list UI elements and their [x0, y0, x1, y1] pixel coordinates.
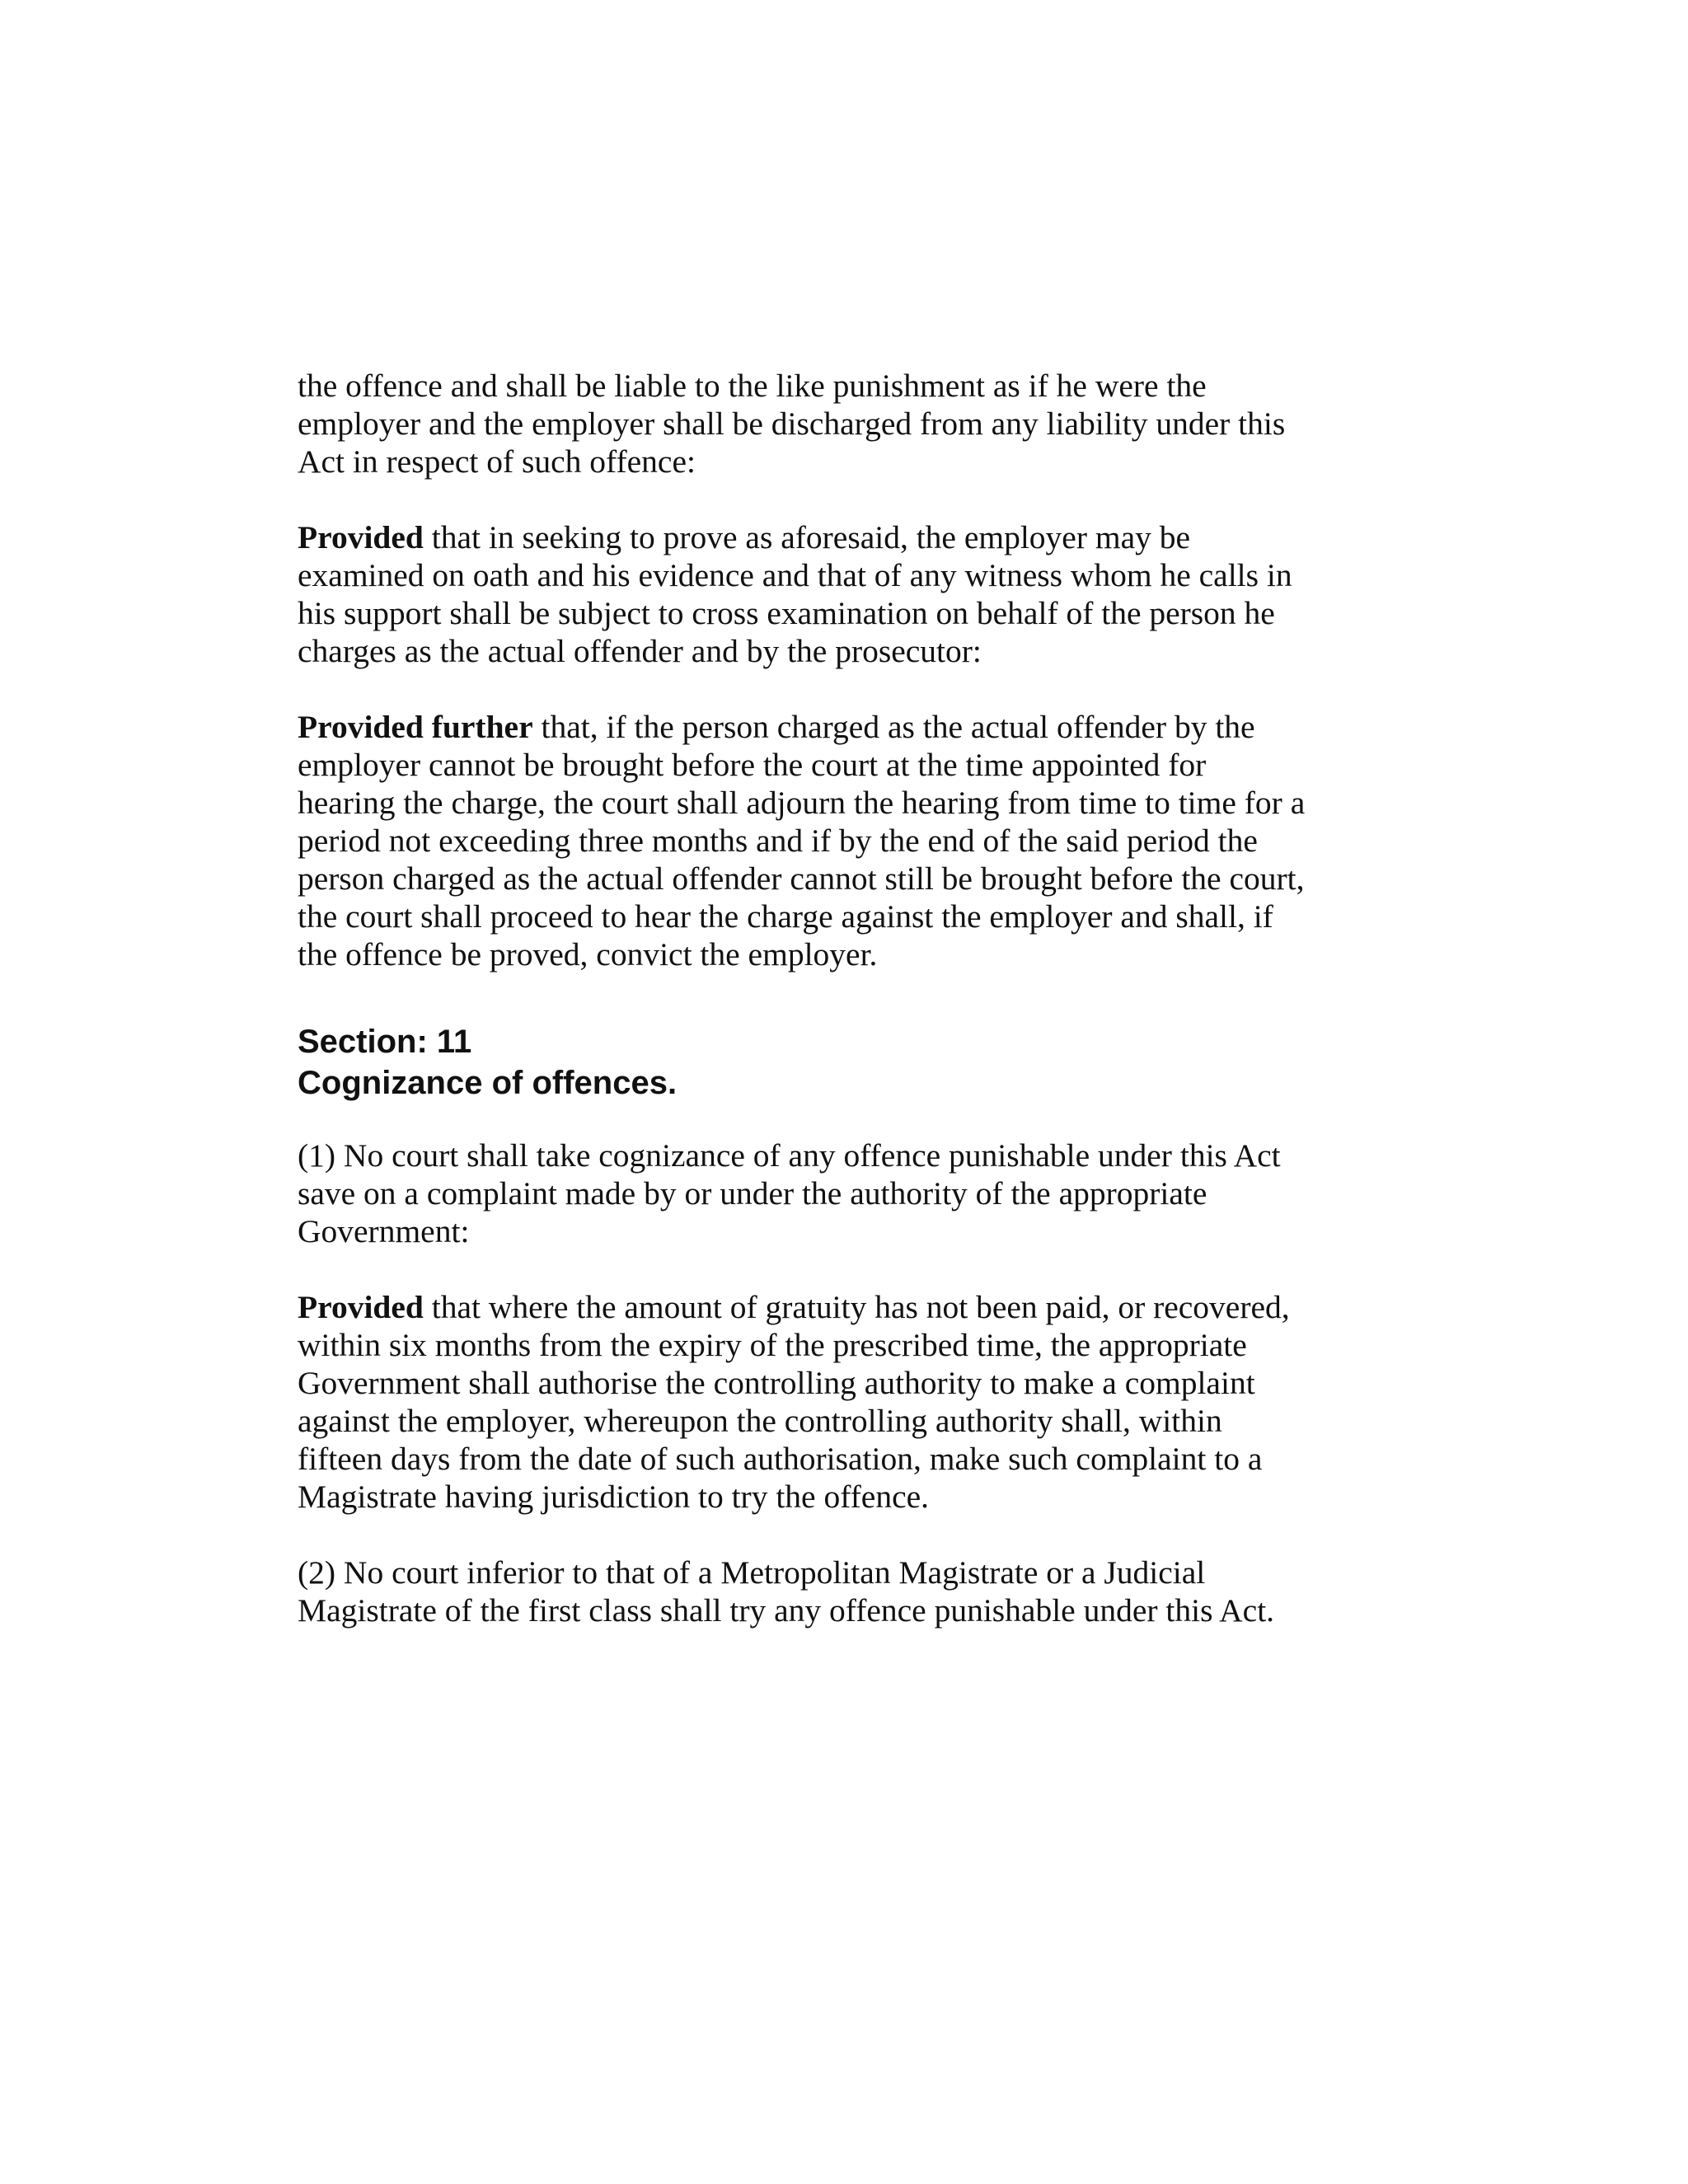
section-heading: [298, 1021, 1369, 1104]
text-line: the court shall proceed to hear the charge against the employer and shall, if: [298, 898, 1273, 935]
section-title: Cognizance of offences.: [298, 1065, 678, 1101]
text-line: examined on oath and his evidence and that of any witness whom he calls in: [298, 557, 1292, 593]
text-line: his support shall be subject to cross examination on behalf of the person he: [298, 595, 1275, 631]
paragraph-proviso-further: [298, 708, 1369, 973]
text-line: Magistrate of the first class shall try any offence punishable under this Act.: [298, 1592, 1275, 1629]
section-number: Section: 11: [298, 1024, 472, 1060]
text-line: hearing the charge, the court shall adjourn the hearing from time to time for a: [298, 785, 1306, 821]
text-line: Government:: [298, 1213, 470, 1249]
text-line: Act in respect of such offence:: [298, 443, 696, 480]
text-line-rest: that in seeking to prove as aforesaid, the employer may be: [423, 519, 1191, 555]
text-line: (2) No court inferior to that of a Metropolitan Magistrate or a Judicial: [298, 1554, 1206, 1591]
text-line: the offence and shall be liable to the like punishment as if he were the: [298, 368, 1207, 404]
text-line: [298, 708, 1369, 746]
text-line: the offence be proved, convict the employer.: [298, 936, 878, 972]
paragraph-subsection-1: [298, 1137, 1369, 1250]
text-line: employer and the employer shall be discharged from any liability under this: [298, 405, 1286, 442]
text-line: period not exceeding three months and if by the end of the said period the: [298, 823, 1258, 859]
paragraph-proviso-gratuity: [298, 1288, 1369, 1516]
text-line: person charged as the actual offender cannot still be brought before the court,: [298, 860, 1305, 897]
proviso-lead: Provided: [298, 519, 424, 555]
text-line: Government shall authorise the controlling authority to make a complaint: [298, 1365, 1255, 1401]
text-line: within six months from the expiry of the prescribed time, the appropriate: [298, 1327, 1247, 1363]
text-line: save on a complaint made by or under the authority of the appropriate: [298, 1175, 1207, 1212]
text-line: (1) No court shall take cognizance of any offence punishable under this Act: [298, 1137, 1281, 1174]
text-line: charges as the actual offender and by the prosecutor:: [298, 633, 982, 669]
text-line: employer cannot be brought before the court at the time appointed for: [298, 747, 1207, 783]
text-line-rest: that, if the person charged as the actual offender by the: [532, 709, 1255, 745]
paragraph-proviso-oath: [298, 518, 1369, 670]
text-line: Magistrate having jurisdiction to try the offence.: [298, 1479, 930, 1515]
text-line: [298, 518, 1369, 556]
text-line-rest: that where the amount of gratuity has not been paid, or recovered,: [423, 1289, 1290, 1325]
proviso-lead: Provided further: [298, 709, 533, 745]
paragraph-offence-liability: [298, 367, 1369, 480]
text-line: fifteen days from the date of such authorisation, make such complaint to a: [298, 1441, 1263, 1477]
paragraph-subsection-2: [298, 1554, 1369, 1629]
text-line: against the employer, whereupon the controlling authority shall, within: [298, 1403, 1222, 1439]
text-line: [298, 1288, 1369, 1326]
document-body: [298, 367, 1369, 1629]
proviso-lead: Provided: [298, 1289, 424, 1325]
